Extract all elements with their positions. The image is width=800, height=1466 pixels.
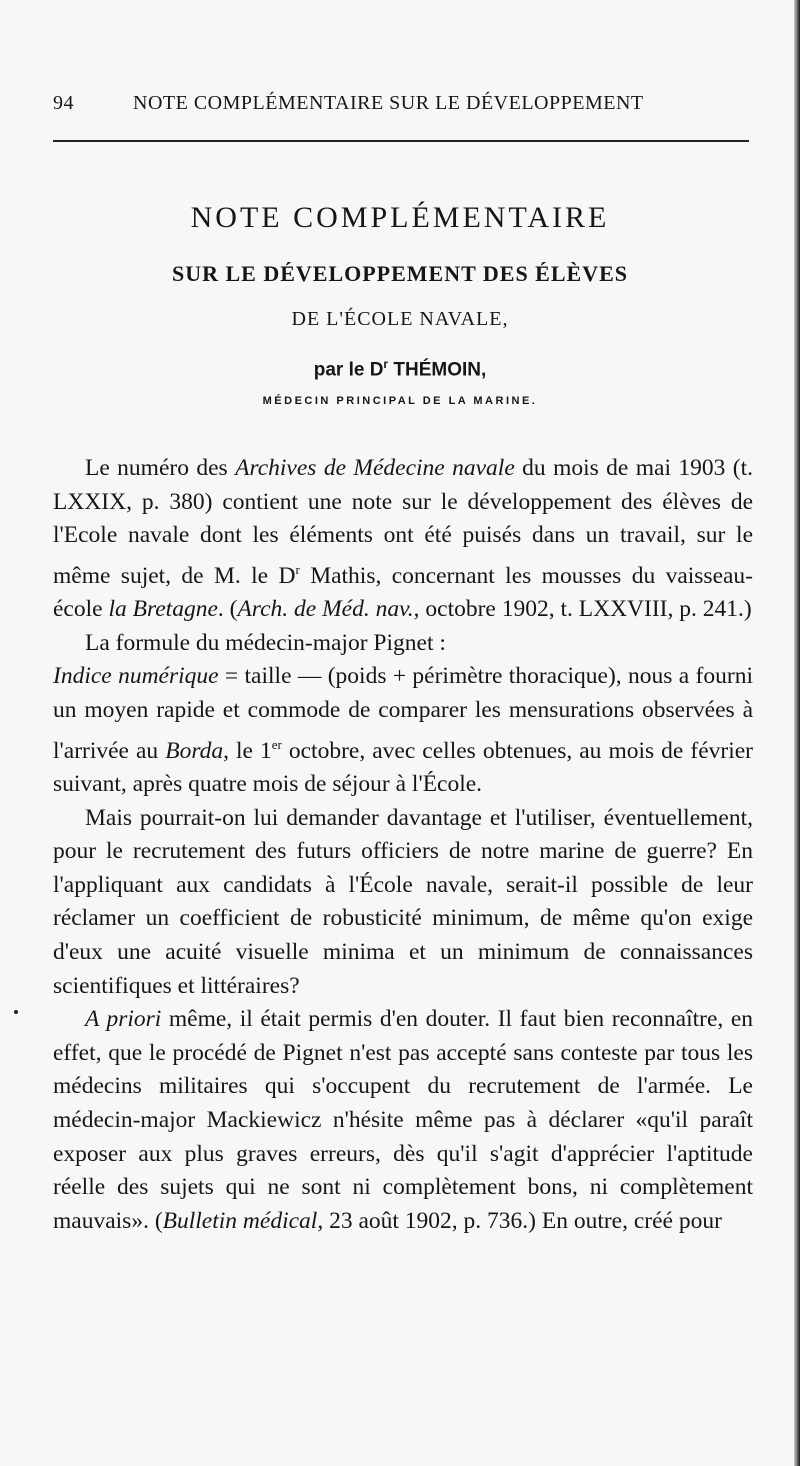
italic-run: A priori: [85, 1006, 162, 1033]
byline-sup: r: [383, 357, 389, 371]
header-rule: [53, 140, 749, 142]
italic-run: la Bretagne: [108, 596, 218, 623]
italic-run: Archives de Médecine navale: [235, 455, 515, 481]
margin-dot: [14, 1010, 18, 1014]
article-title-block: [0, 200, 800, 408]
italic-run: Indice numérique: [53, 663, 219, 690]
page-number: 94: [53, 92, 74, 114]
text-run: = taille — (poids + périmètre thoracique), nous a fourni un moyen rapide et commode de comparer les mensurations observées à l'arrivée au: [53, 663, 753, 764]
paragraph-4: Mais pourrait-on lui demander davantage et l'utiliser, éventuellement, pour le recrutement des futurs officiers de notre marine de guerre? En l'appliquant aux candidats à l'École navale, serait-il possible de leur réclamer un coefficient de robusticité minimum, de même qu'on exige d'eux une acuité visuelle minima et un minimum de connaissances scientifiques et littéraires?: [53, 804, 753, 999]
title-line-3: DE L'ÉCOLE NAVALE,: [291, 308, 509, 330]
author-role: MÉDECIN PRINCIPAL DE LA MARINE.: [262, 395, 538, 408]
text-run: , octobre 1902, t. LXXVIII, p. 241.): [413, 596, 752, 623]
paragraph-1: [53, 452, 753, 627]
paragraph-2: La formule du médecin-major Pignet :: [85, 629, 446, 656]
paragraph-3: [53, 660, 753, 801]
italic-run: Borda: [165, 737, 224, 764]
author-name: THÉMOIN,: [393, 359, 487, 381]
paragraph-5: [53, 1003, 753, 1238]
italic-run: Arch. de Méd. nav.: [237, 596, 414, 623]
text-run: , 23 août 1902, p. 736.) En outre, créé pour: [317, 1207, 722, 1234]
byline-prefix: par le D: [313, 359, 384, 381]
text-run: Mathis, concernant les mousses du vaisseau-école: [53, 562, 754, 623]
italic-run: Bulletin médical: [162, 1207, 318, 1234]
text-run: même, il était permis d'en douter. Il faut bien reconnaître, en effet, que le procédé de Pignet n'est pas accepté sans conteste par tous les médecins militaires qui s'occupent du recrutement de l'armée. Le médecin-major Mackiewicz n'hésite même pas à déclarer «qu'il paraît exposer aux plus graves erreurs, dès qu'il s'agit d'apprécier l'aptitude réelle des sujets qui ne sont ni complètement bons, ni complètement mauvais». (: [53, 1006, 754, 1234]
byline: [0, 352, 800, 382]
text-run: . (: [217, 596, 238, 623]
superscript: r: [295, 561, 300, 577]
text-run: Le numéro des: [85, 455, 236, 481]
running-title: NOTE COMPLÉMENTAIRE SUR LE DÉVELOPPEMENT: [133, 92, 644, 114]
text-run: octobre, avec celles obtenues, au mois de février suivant, après quatre mois de séjour à l'École.: [53, 737, 754, 797]
text-run: , le 1: [223, 737, 272, 764]
body-text: [53, 452, 753, 1238]
superscript: er: [271, 736, 282, 752]
text-run: du mois de mai 1903 (t. LXXIX, p. 380) contient une note sur le développement des élèves de l'Ecole navale dont les éléments ont été puisés dans un travail, sur le même sujet, de M. le D: [53, 455, 754, 589]
title-line-1: NOTE COMPLÉMENTAIRE: [190, 201, 610, 234]
title-line-2: SUR LE DÉVELOPPEMENT DES ÉLÈVES: [171, 261, 629, 286]
